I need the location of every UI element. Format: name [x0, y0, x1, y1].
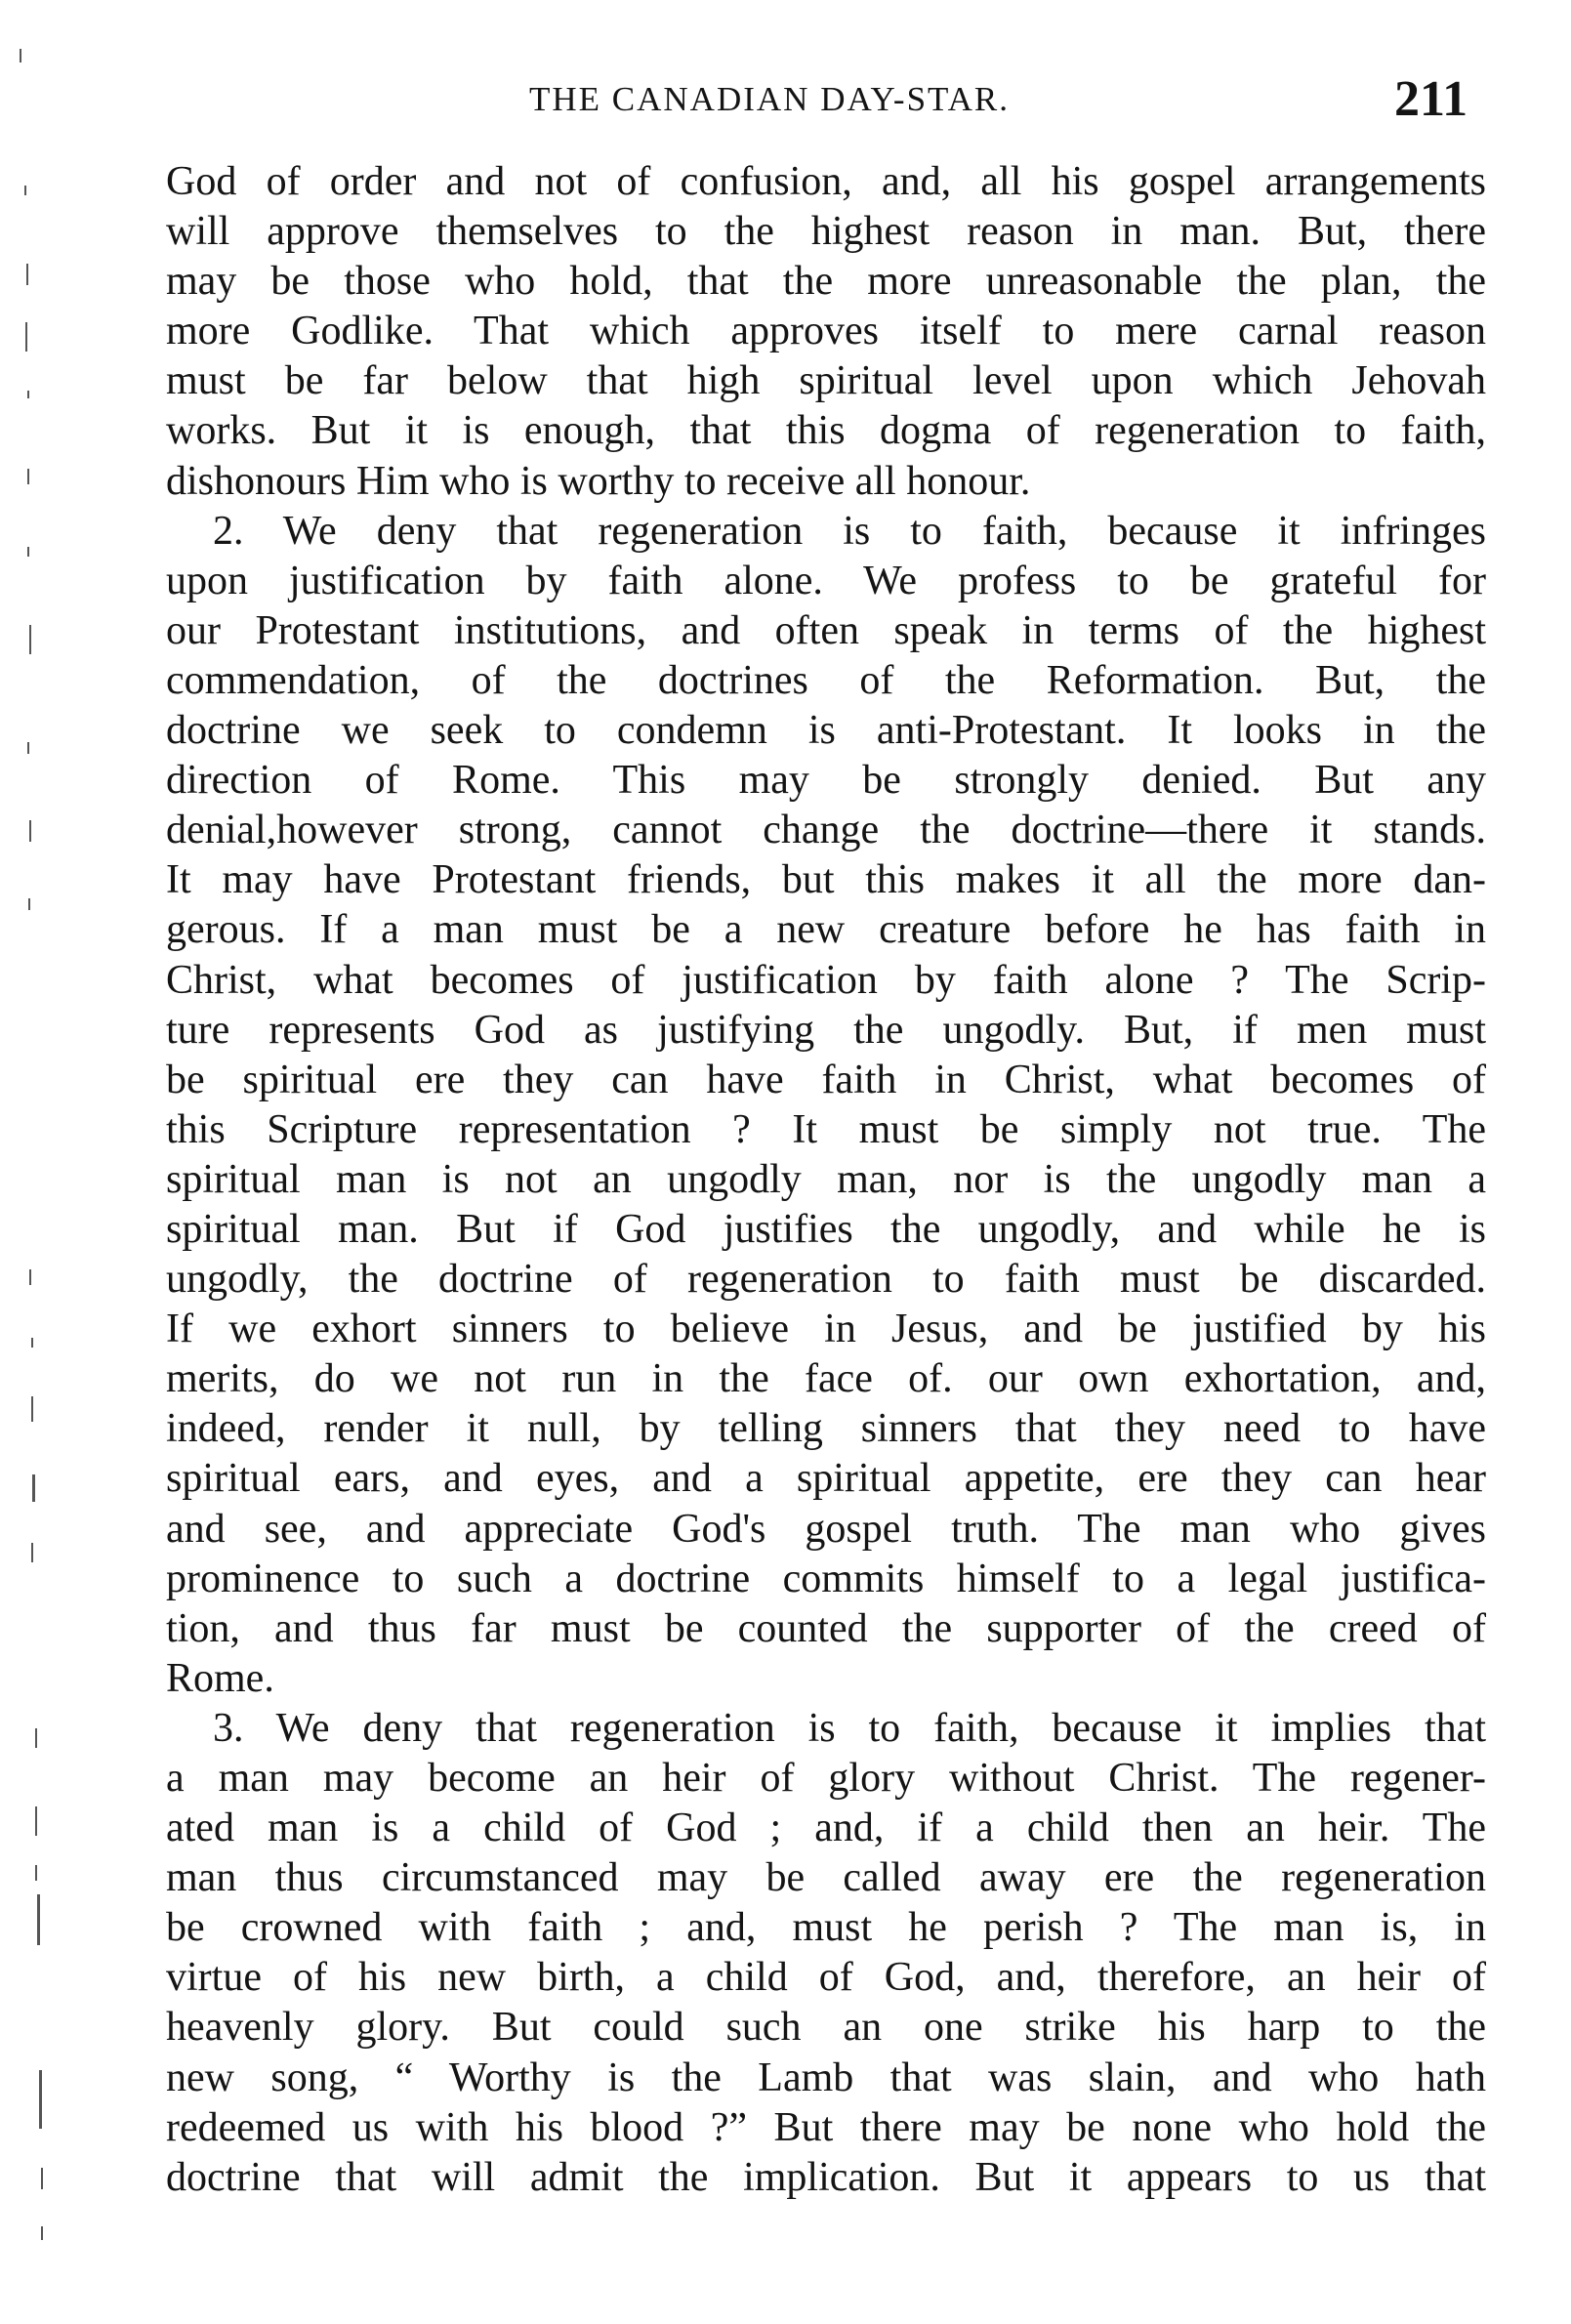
- text-line: spiritual ears, and eyes, and a spiritual appetite, ere they can hear: [166, 1456, 1486, 1502]
- text-line: our Protestant institutions, and often speak in terms of the highest: [166, 607, 1486, 653]
- text-line: If we exhort sinners to believe in Jesus, and be justified by his: [166, 1307, 1486, 1352]
- text-line: dishonours Him who is worthy to receive all honour.: [166, 458, 1031, 504]
- text-line: a man may become an heir of glory without Christ. The regener-: [166, 1756, 1486, 1801]
- text-line: doctrine we seek to condemn is anti-Protestant. It looks in the: [166, 708, 1486, 754]
- text-line: prominence to such a doctrine commits himself to a legal justifica-: [166, 1556, 1486, 1601]
- text-line: virtue of his new birth, a child of God, and, therefore, an heir of: [166, 1955, 1486, 2001]
- scan-margin-specks: [6, 39, 51, 2304]
- text-line: commendation, of the doctrines of the Reformation. But, the: [166, 657, 1486, 703]
- text-line: spiritual man. But if God justifies the ungodly, and while he is: [166, 1206, 1486, 1252]
- text-line: ture represents God as justifying the ungodly. But, if men must: [166, 1007, 1486, 1053]
- page-number: 211: [1394, 71, 1468, 127]
- text-line: denial,however strong, cannot change the doctrine—there it stands.: [166, 808, 1486, 853]
- text-line: upon justification by faith alone. We profess to be grateful for: [166, 558, 1486, 603]
- text-line: spiritual man is not an ungodly man, nor is the ungodly man a: [166, 1156, 1486, 1202]
- text-line: tion, and thus far must be counted the supporter of the creed of: [166, 1605, 1486, 1651]
- page-header: [0, 70, 1571, 129]
- text-line: more Godlike. That which approves itself to mere carnal reason: [166, 309, 1486, 354]
- text-line: be crowned with faith ; and, must he perish ? The man is, in: [166, 1905, 1486, 1951]
- text-line: doctrine that will admit the implication. But it appears to us that: [166, 2154, 1486, 2200]
- text-line: 3. We deny that regeneration is to faith, because it implies that: [213, 1705, 1486, 1751]
- text-line: and see, and appreciate God's gospel truth. The man who gives: [166, 1506, 1486, 1552]
- text-line: It may have Protestant friends, but this makes it all the more dan-: [166, 857, 1486, 903]
- text-line: ated man is a child of God ; and, if a child then an heir. The: [166, 1805, 1486, 1851]
- text-line: may be those who hold, that the more unreasonable the plan, the: [166, 259, 1486, 305]
- text-line: direction of Rome. This may be strongly denied. But any: [166, 758, 1486, 804]
- text-line: heavenly glory. But could such an one strike his harp to the: [166, 2005, 1486, 2051]
- text-line: be spiritual ere they can have faith in Christ, what becomes of: [166, 1057, 1486, 1102]
- text-line: ungodly, the doctrine of regeneration to faith must be discarded.: [166, 1257, 1486, 1303]
- running-head: THE CANADIAN DAY-STAR.: [529, 80, 1010, 118]
- text-line: gerous. If a man must be a new creature before he has faith in: [166, 907, 1486, 953]
- text-line: will approve themselves to the highest reason in man. But, there: [166, 209, 1486, 255]
- text-line: indeed, render it null, by telling sinners that they need to have: [166, 1406, 1486, 1452]
- text-line: redeemed us with his blood ?” But there may be none who hold the: [166, 2104, 1486, 2150]
- text-line: must be far below that high spiritual level upon which Jehovah: [166, 358, 1486, 404]
- text-line: this Scripture representation ? It must be simply not true. The: [166, 1106, 1486, 1152]
- text-line: 2. We deny that regeneration is to faith, because it infringes: [213, 508, 1486, 554]
- text-line: new song, “ Worthy is the Lamb that was slain, and who hath: [166, 2054, 1486, 2100]
- text-line: Rome.: [166, 1655, 274, 1701]
- text-line: Christ, what becomes of justification by faith alone ? The Scrip-: [166, 957, 1486, 1003]
- text-line: merits, do we not run in the face of. our own exhortation, and,: [166, 1356, 1486, 1402]
- text-line: man thus circumstanced may be called away ere the regeneration: [166, 1855, 1486, 1901]
- text-line: works. But it is enough, that this dogma of regeneration to faith,: [166, 408, 1486, 454]
- text-line: God of order and not of confusion, and, all his gospel arrangements: [166, 159, 1486, 204]
- body-text: [166, 157, 1486, 2203]
